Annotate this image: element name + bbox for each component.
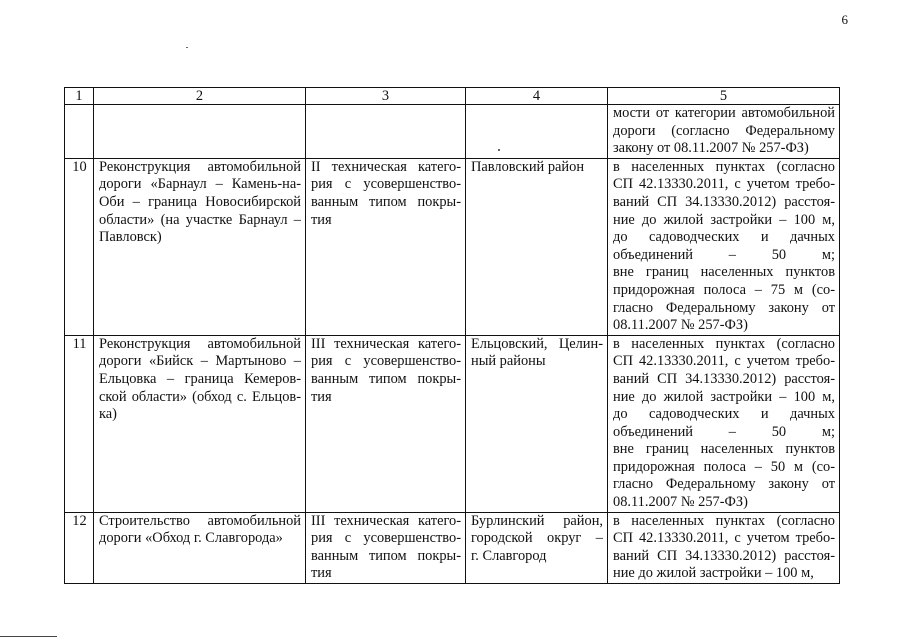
text-line: СП 42.13330.2011, с учетом требо- bbox=[613, 176, 835, 193]
text-line: дороги «Барнаул – Камень-на- bbox=[99, 176, 301, 193]
text-line: ние до жилой застройки – 100 м, bbox=[613, 211, 835, 228]
district-cell bbox=[466, 335, 608, 512]
text-line: СП 42.13330.2011, с учетом требо- bbox=[613, 530, 835, 547]
text-line: в населенных пунктах (согласно bbox=[613, 335, 835, 352]
text-line: ванным типом покры- bbox=[311, 370, 461, 387]
text-line: рия с усовершенство- bbox=[311, 353, 461, 370]
text-line: тия bbox=[311, 388, 332, 405]
text-line: ванным типом покры- bbox=[311, 547, 461, 564]
column-header: 5 bbox=[608, 88, 840, 105]
text-line: дороги «Бийск – Мартыново – bbox=[99, 353, 301, 370]
row-number-cell: 11 bbox=[65, 335, 94, 512]
category-cell bbox=[306, 335, 466, 512]
text-line: вне границ населенных пунктов bbox=[613, 441, 835, 458]
text-line: ской области» (обход с. Ельцов- bbox=[99, 388, 301, 405]
column-header: 1 bbox=[65, 88, 94, 105]
text-line: рия с усовершенство- bbox=[311, 530, 461, 547]
header-row bbox=[65, 88, 840, 105]
text-line: мости от категории автомобильной bbox=[613, 105, 835, 121]
object-cell bbox=[94, 105, 306, 159]
text-line: 08.11.2007 № 257-ФЗ) bbox=[613, 317, 748, 334]
column-header: 2 bbox=[94, 88, 306, 105]
zone-cell bbox=[608, 158, 840, 335]
text-line: рия с усовершенство- bbox=[311, 176, 461, 193]
text-line: вне границ населенных пунктов bbox=[613, 264, 835, 281]
text-line: дороги (согласно Федеральному bbox=[613, 122, 835, 139]
text-line: гласно Федеральному закону от bbox=[613, 476, 835, 493]
text-line: Бурлинский район, bbox=[471, 512, 603, 529]
text-line: области» (на участке Барнаул – bbox=[99, 211, 301, 228]
district-cell bbox=[466, 105, 608, 159]
district-cell bbox=[466, 158, 608, 335]
text-line: гласно Федеральному закону от bbox=[613, 299, 835, 316]
table-row bbox=[65, 335, 840, 512]
district-cell bbox=[466, 512, 608, 583]
category-cell bbox=[306, 105, 466, 159]
table-row bbox=[65, 512, 840, 583]
text-line: тия bbox=[311, 565, 332, 582]
text-line: до садоводческих и дачных bbox=[613, 406, 835, 423]
text-line: городской округ – bbox=[471, 530, 603, 547]
text-line: объединений – 50 м; bbox=[613, 246, 835, 263]
column-header: 3 bbox=[306, 88, 466, 105]
page-number: 6 bbox=[841, 12, 848, 27]
text-line: ваний СП 34.13330.2012) расстоя- bbox=[613, 547, 835, 564]
text-line: придорожная полоса – 50 м (со- bbox=[613, 458, 835, 475]
text-line: Ельцовка – граница Кемеров- bbox=[99, 370, 301, 387]
text-line: Строительство автомобильной bbox=[99, 512, 301, 529]
category-cell bbox=[306, 158, 466, 335]
text-line: г. Славгород bbox=[471, 547, 547, 564]
text-line: Оби – граница Новосибирской bbox=[99, 193, 301, 210]
text-line: в населенных пунктах (согласно bbox=[613, 512, 835, 529]
column-header: 4 bbox=[466, 88, 608, 105]
text-line: дороги «Обход г. Славгорода» bbox=[99, 530, 283, 547]
text-line: II техническая катего- bbox=[311, 158, 461, 175]
text-line: ние до жилой застройки – 100 м, bbox=[613, 388, 835, 405]
zone-cell bbox=[608, 335, 840, 512]
object-cell bbox=[94, 335, 306, 512]
bottom-rule bbox=[0, 636, 57, 637]
scan-speck bbox=[186, 47, 188, 48]
row-number-cell: 10 bbox=[65, 158, 94, 335]
text-line: тия bbox=[311, 211, 332, 228]
text-line: Реконструкция автомобильной bbox=[99, 335, 301, 352]
text-line: Павловск) bbox=[99, 229, 162, 246]
zone-cell bbox=[608, 512, 840, 583]
text-line: в населенных пунктах (согласно bbox=[613, 158, 835, 175]
text-line: ный районы bbox=[471, 353, 546, 370]
zone-cell bbox=[608, 105, 840, 159]
text-line: ванным типом покры- bbox=[311, 193, 461, 210]
text-line: Павловский район bbox=[471, 158, 585, 175]
text-line: закону от 08.11.2007 № 257-ФЗ) bbox=[613, 140, 809, 157]
text-line: III техническая катего- bbox=[311, 512, 461, 529]
text-line: ка) bbox=[99, 406, 117, 423]
text-line: III техническая катего- bbox=[311, 335, 461, 352]
text-line: 08.11.2007 № 257-ФЗ) bbox=[613, 494, 748, 511]
text-line: ваний СП 34.13330.2012) расстоя- bbox=[613, 370, 835, 387]
continuation-row bbox=[65, 105, 840, 159]
row-number-cell bbox=[65, 105, 94, 159]
text-line: Ельцовский, Целин- bbox=[471, 335, 603, 352]
object-cell bbox=[94, 512, 306, 583]
text-line: объединений – 50 м; bbox=[613, 423, 835, 440]
text-line: Реконструкция автомобильной bbox=[99, 158, 301, 175]
text-line: СП 42.13330.2011, с учетом требо- bbox=[613, 353, 835, 370]
object-cell bbox=[94, 158, 306, 335]
row-number-cell: 12 bbox=[65, 512, 94, 583]
text-line: до садоводческих и дачных bbox=[613, 229, 835, 246]
document-table bbox=[64, 87, 840, 584]
text-line: ние до жилой застройки – 100 м, bbox=[613, 565, 814, 582]
text-line: придорожная полоса – 75 м (со- bbox=[613, 281, 835, 298]
table-row bbox=[65, 158, 840, 335]
category-cell bbox=[306, 512, 466, 583]
text-line: ваний СП 34.13330.2012) расстоя- bbox=[613, 193, 835, 210]
